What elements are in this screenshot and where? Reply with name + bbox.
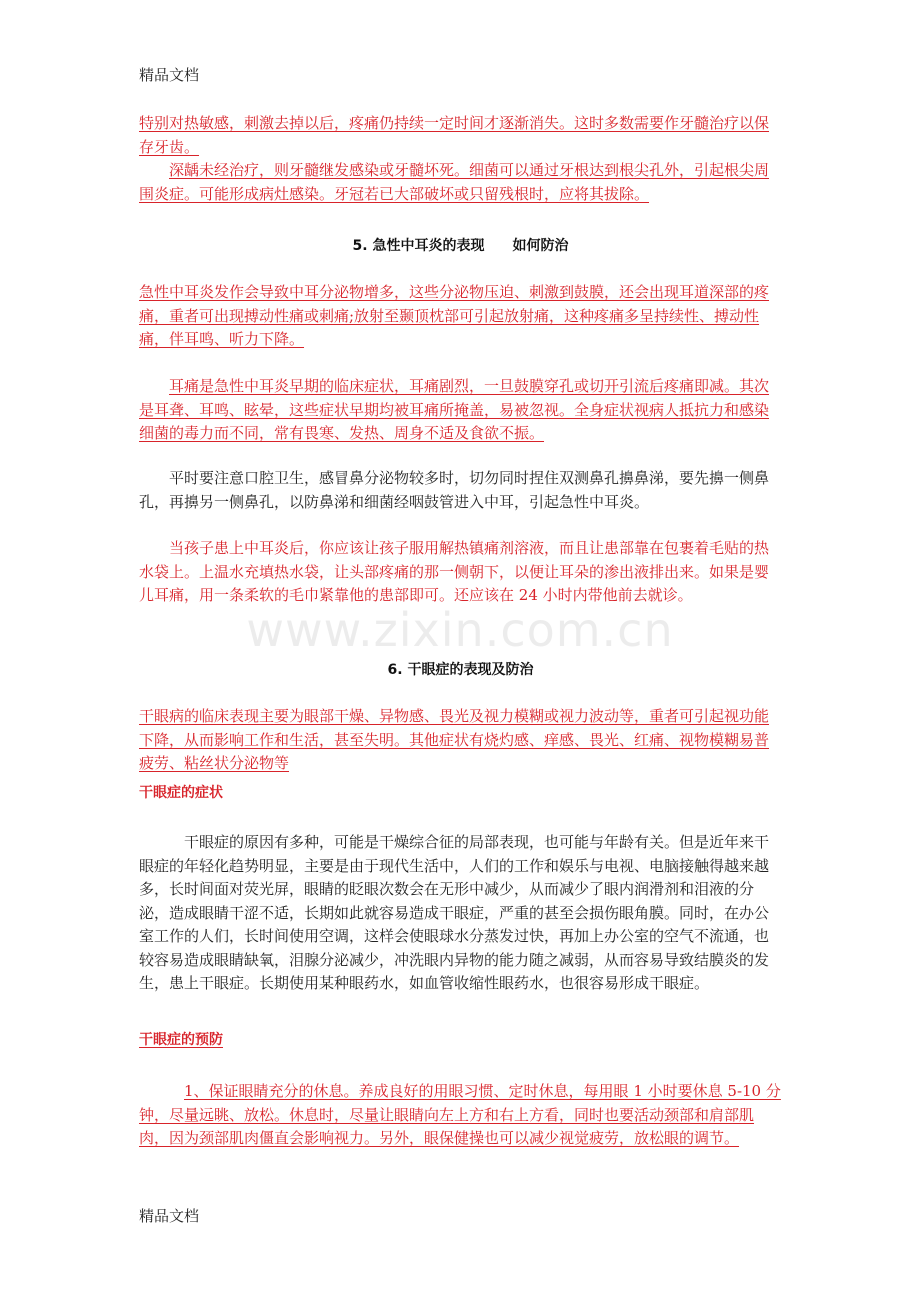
section-5-paragraph-1: 急性中耳炎发作会导致中耳分泌物增多，这些分泌物压迫、刺激到鼓膜，还会出现耳道深部的疼痛，重者可出现搏动性痛或刺痛;放射至颞顶枕部可引起放射痛，这种疼痛多呈持续性、搏动性痛，伴耳鸣、听力下降。 <box>139 283 770 348</box>
page-header: 精品文档 <box>139 66 200 84</box>
section-6-paragraph-2: 干眼症的原因有多种，可能是干燥综合征的局部表现，也可能与年龄有关。但是近年来干眼症的年轻化趋势明显，主要是由于现代生活中，人们的工作和娱乐与电视、电脑接触得越来越多，长时间面对荧光屏，眼睛的眨眼次数会在无形中减少，从而减少了眼内润滑剂和泪液的分泌，造成眼睛干涩不适，长期如此就容易造成干眼症，严重的甚至会损伤眼角膜。同时，在办公室工作的人们，长时间使用空调，这样会使眼球水分蒸发过快，再加上办公室的空气不流通，也较容易造成眼睛缺氧，泪腺分泌减少，冲洗眼内异物的能力随之减弱，从而容易导致结膜炎的发生，患上干眼症。长期使用某种眼药水，如血管收缩性眼药水，也很容易形成干眼症。 <box>139 833 770 992</box>
watermark: www.zixin.com.cn <box>246 603 674 657</box>
intro-paragraph-2: 深龋未经治疗，则牙髓继发感染或牙髓坏死。细菌可以通过牙根达到根尖孔外，引起根尖周围炎症。可能形成病灶感染。牙冠若已大部破坏或只留残根时，应将其拔除。 <box>139 161 770 203</box>
section-6-title: 6. 干眼症的表现及防治 <box>387 662 534 678</box>
page-footer: 精品文档 <box>139 1207 200 1225</box>
section-6-paragraph-1: 干眼病的临床表现主要为眼部干燥、异物感、畏光及视力模糊或视力波动等，重者可引起视功能下降，从而影响工作和生活，甚至失明。其他症状有烧灼感、痒感、畏光、红痛、视物模糊易普疲劳、粘丝状分泌物等 <box>139 707 770 772</box>
intro-paragraph-1: 特别对热敏感，刺激去掉以后，疼痛仍持续一定时间才逐渐消失。这时多数需要作牙髓治疗以保存牙齿。 <box>139 114 770 156</box>
section-5-title: 5. 急性中耳炎的表现 如何防治 <box>352 238 569 254</box>
section-6-paragraph-3: 1、保证眼睛充分的休息。养成良好的用眼习惯、定时休息，每用眼 1 小时要休息 5-10 分钟，尽量远眺、放松。休息时，尽量让眼睛向左上方和右上方看，同时也要活动颈部和肩部肌肉，因为颈部肌肉僵直会影响视力。另外，眼保健操也可以减少视觉疲劳，放松眼的调节。 <box>139 1082 781 1147</box>
section-5-paragraph-4: 当孩子患上中耳炎后，你应该让孩子服用解热镇痛剂溶液，而且让患部靠在包裹着毛贴的热水袋上。上温水充填热水袋，让头部疼痛的那一侧朝下，以便让耳朵的渗出液排出来。如果是婴儿耳痛，用一条柔软的毛巾紧靠他的患部即可。还应该在 24 小时内带他前去就诊。 <box>139 539 770 604</box>
section-5-paragraph-3: 平时要注意口腔卫生，感冒鼻分泌物较多时，切勿同时捏住双测鼻孔擤鼻涕，要先擤一侧鼻孔，再擤另一侧鼻孔，以防鼻涕和细菌经咽鼓管进入中耳，引起急性中耳炎。 <box>139 469 770 511</box>
subheading-symptoms: 干眼症的症状 <box>139 785 223 801</box>
subheading-prevention: 干眼症的预防 <box>139 1032 223 1048</box>
section-5-paragraph-2: 耳痛是急性中耳炎早期的临床症状，耳痛剧烈，一旦鼓膜穿孔或切开引流后疼痛即减。其次是耳聋、耳鸣、眩晕，这些症状早期均被耳痛所掩盖，易被忽视。全身症状视病人抵抗力和感染细菌的毒力而不同，常有畏寒、发热、周身不适及食欲不振。 <box>139 377 770 442</box>
